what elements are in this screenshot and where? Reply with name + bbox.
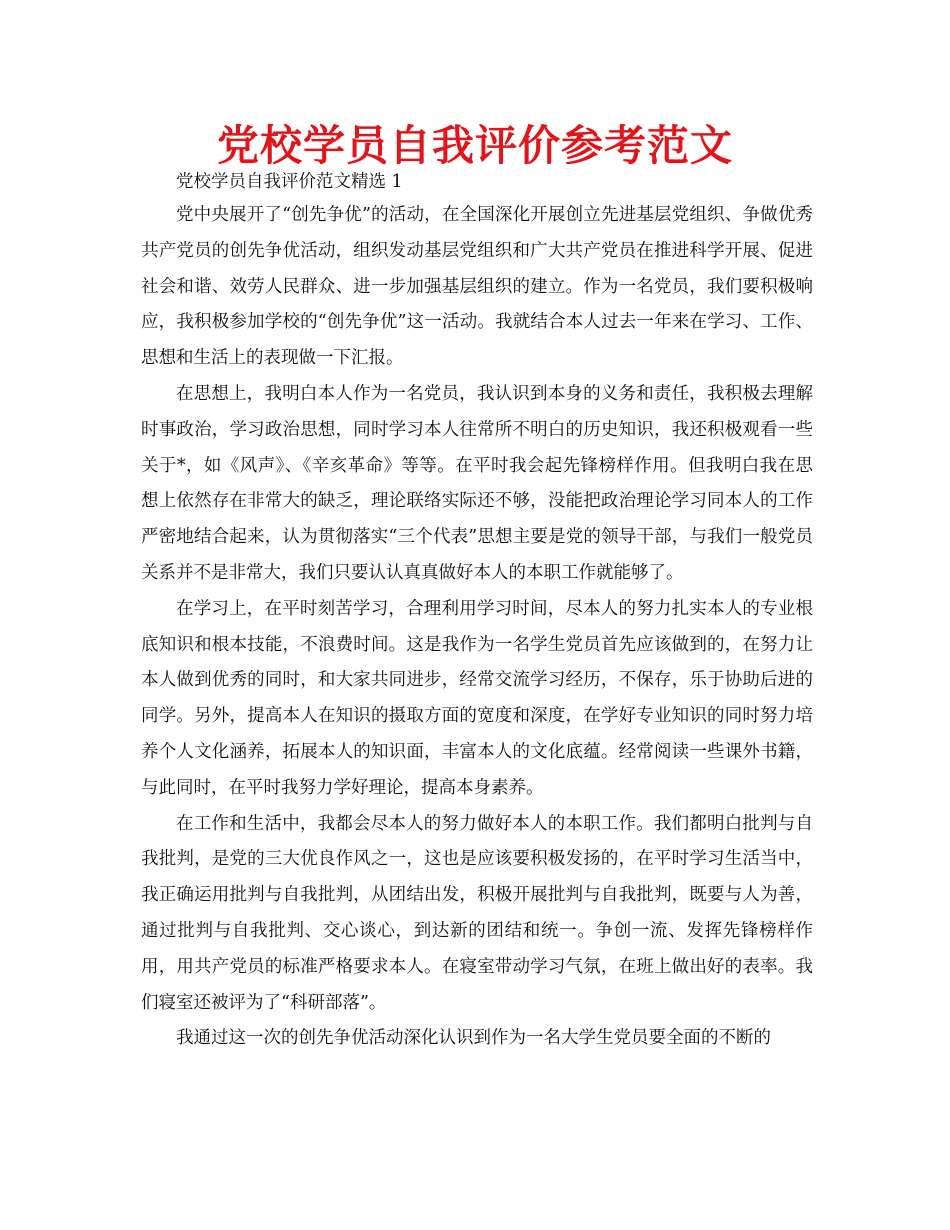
paragraph-3: 在学习上，在平时刻苦学习，合理利用学习时间，尽本人的努力扎实本人的专业根底知识和根本技能，不浪费时间。这是我作为一名学生党员首先应该做到的，在努力让本人做到优秀的同时，和大家共同进步，经常交流学习经历，不保存，乐于协助后进的同学。另外，提高本人在知识的摄取方面的宽度和深度，在学好专业知识的同时努力培养个人文化涵养，拓展本人的知识面，丰富本人的文化底蕴。经常阅读一些课外书籍，与此同时，在平时我努力学好理论，提高本身素养。 [141,598,813,798]
paragraph-5: 我通过这一次的创先争优活动深化认识到作为一名大学生党员要全面的不断的 [176,1028,771,1049]
paragraph-2: 在思想上，我明白本人作为一名党员，我认识到本身的义务和责任，我积极去理解时事政治，学习政治思想，同时学习本人往常所不明白的历史知识，我还积极观看一些关于*，如《风声》、《辛亥革命》等等。在平时我会起先锋榜样作用。但我明白我在思想上依然存在非常大的缺乏，理论联络实际还不够，没能把政治理论学习同本人的工作严密地结合起来，认为贯彻落实“三个代表”思想主要是党的领导干部，与我们一般党员关系并不是非常大，我们只要认认真真做好本人的本职工作就能够了。 [141,383,813,583]
document-subtitle: 党校学员自我评价范文精选 1 [176,172,403,192]
document-body [141,166,813,1057]
paragraph-1: 党中央展开了“创先争优”的活动，在全国深化开展创立先进基层党组织、争做优秀共产党员的创先争优活动，组织发动基层党组织和广大共产党员在推进科学开展、促进社会和谐、效劳人民群众、进一步加强基层组织的建立。作为一名党员，我们要积极响应，我积极参加学校的“创先争优”这一活动。我就结合本人过去一年来在学习、工作、思想和生活上的表现做一下汇报。 [141,205,813,369]
paragraph-4: 在工作和生活中，我都会尽本人的努力做好本人的本职工作。我们都明白批判与自我批判，是党的三大优良作风之一，这也是应该要积极发扬的，在平时学习生活当中，我正确运用批判与自我批判，从团结出发，积极开展批判与自我批判，既要与人为善，通过批判与自我批判、交心谈心，到达新的团结和统一。争创一流、发挥先锋榜样作用，用共产党员的标准严格要求本人。在寝室带动学习气氛，在班上做出好的表率。我们寝室还被评为了“科研部落”。 [141,813,813,1013]
document-title: 党校学员自我评价参考范文 [216,121,733,170]
